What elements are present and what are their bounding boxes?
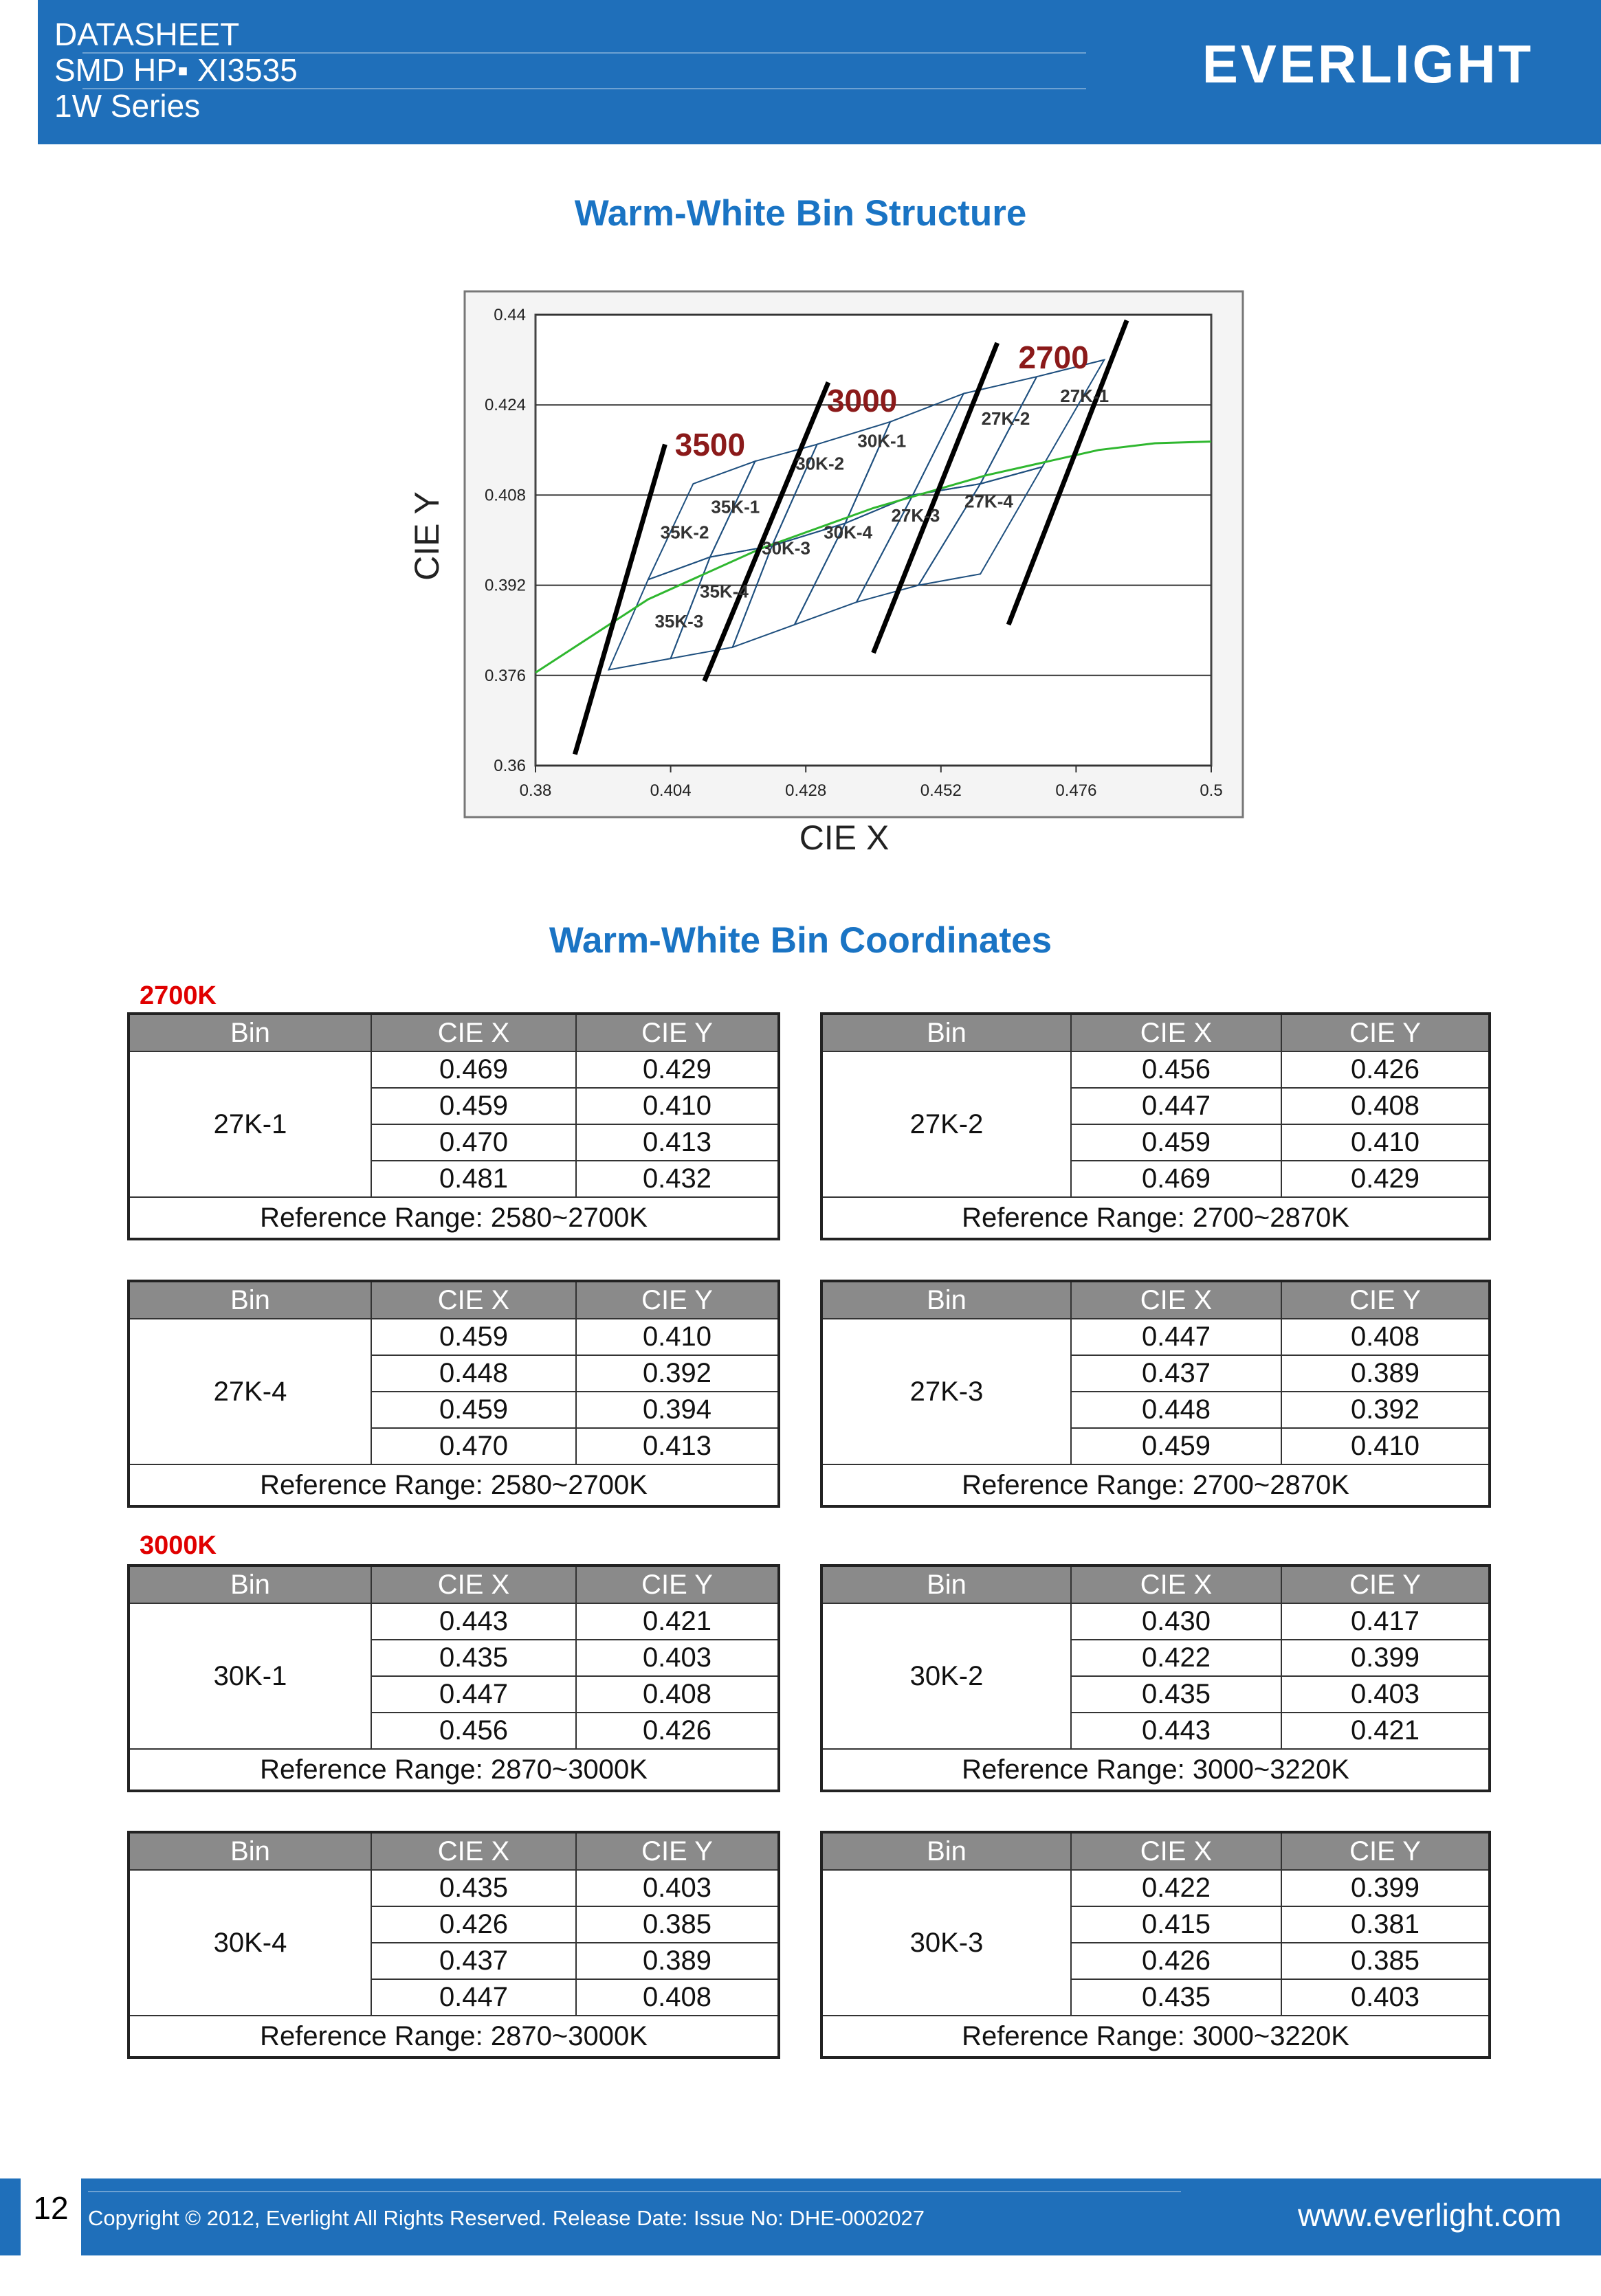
bin-table-27k-1 — [127, 1012, 780, 1240]
cie-y-cell: 0.410 — [1281, 1124, 1490, 1161]
section-label-3000k: 3000K — [140, 1531, 217, 1560]
cie-x-cell: 0.459 — [371, 1088, 576, 1124]
reference-range-cell: Reference Range: 3000~3220K — [821, 1749, 1490, 1791]
bin-label: 27K-1 — [1060, 386, 1109, 407]
table-header-cell: Bin — [821, 1014, 1071, 1051]
cie-y-cell: 0.394 — [576, 1392, 779, 1428]
footer-rule — [88, 2191, 1181, 2192]
y-tick-label: 0.392 — [484, 576, 526, 595]
cie-y-cell: 0.403 — [1281, 1676, 1490, 1713]
x-tick-label: 0.476 — [1055, 781, 1097, 800]
cie-x-cell: 0.435 — [371, 1870, 576, 1906]
cct-label: 3500 — [674, 427, 746, 462]
table-header-cell: Bin — [129, 1281, 371, 1319]
table-header-cell: CIE Y — [576, 1014, 779, 1051]
y-tick-label: 0.424 — [484, 396, 526, 415]
cct-label: 3000 — [826, 383, 898, 419]
cie-x-cell: 0.430 — [1071, 1603, 1281, 1640]
bin-table-30k-3 — [820, 1831, 1491, 2059]
copyright-text: Copyright © 2012, Everlight All Rights Reserved. Release Date: Issue No: DHE-0002027 — [88, 2206, 925, 2230]
bin-table-27k-3 — [820, 1280, 1491, 1508]
cie-x-cell: 0.459 — [371, 1319, 576, 1355]
product-series: 1W Series — [54, 88, 201, 124]
cie-x-cell: 0.481 — [371, 1161, 576, 1197]
y-axis-label: CIE Y — [408, 491, 446, 581]
table-row — [821, 1051, 1490, 1088]
cie-y-cell: 0.392 — [576, 1355, 779, 1392]
bin-label: 35K-3 — [654, 611, 704, 632]
reference-range-cell: Reference Range: 2870~3000K — [129, 1749, 779, 1791]
bin-label: 30K-2 — [795, 453, 845, 474]
cie-x-cell: 0.469 — [1071, 1161, 1281, 1197]
cie-y-cell: 0.413 — [576, 1428, 779, 1464]
cie-y-cell: 0.399 — [1281, 1640, 1490, 1676]
table-header-cell: Bin — [129, 1832, 371, 1870]
x-axis-label: CIE X — [799, 818, 890, 857]
coordinates-title: Warm-White Bin Coordinates — [549, 920, 1052, 961]
cie-x-cell: 0.448 — [371, 1355, 576, 1392]
bin-table-30k-4 — [127, 1831, 780, 2059]
cie-x-cell: 0.437 — [371, 1943, 576, 1979]
bin-name-cell: 30K-2 — [821, 1603, 1071, 1749]
y-tick-label: 0.408 — [484, 486, 526, 505]
table-header-row — [821, 1014, 1490, 1051]
table-header-cell: CIE X — [371, 1281, 576, 1319]
bin-name-cell: 27K-3 — [821, 1319, 1071, 1464]
cie-y-cell: 0.413 — [576, 1124, 779, 1161]
cie-y-cell: 0.381 — [1281, 1906, 1490, 1943]
reference-row — [821, 1464, 1490, 1506]
cie-x-cell: 0.426 — [1071, 1943, 1281, 1979]
cie-y-cell: 0.389 — [1281, 1355, 1490, 1392]
cie-x-cell: 0.459 — [1071, 1428, 1281, 1464]
bin-label: 30K-1 — [857, 430, 907, 452]
reference-range-cell: Reference Range: 2870~3000K — [129, 2016, 779, 2058]
cie-x-cell: 0.435 — [371, 1640, 576, 1676]
bin-label: 27K-4 — [964, 491, 1013, 512]
cie-y-cell: 0.421 — [576, 1603, 779, 1640]
reference-row — [821, 1749, 1490, 1791]
page-number: 12 — [33, 2190, 69, 2226]
table-header-cell: CIE Y — [576, 1281, 779, 1319]
bin-name-cell: 27K-1 — [129, 1051, 371, 1197]
cie-x-cell: 0.435 — [1071, 1676, 1281, 1713]
table-row — [821, 1870, 1490, 1906]
table-header-cell: CIE X — [371, 1565, 576, 1603]
reference-range-cell: Reference Range: 2700~2870K — [821, 1197, 1490, 1239]
table-header-cell: CIE X — [1071, 1832, 1281, 1870]
cie-x-cell: 0.443 — [1071, 1713, 1281, 1749]
cie-x-cell: 0.469 — [371, 1051, 576, 1088]
cie-y-cell: 0.385 — [1281, 1943, 1490, 1979]
table-row — [129, 1051, 779, 1088]
page-footer — [0, 2178, 1601, 2255]
table-header-row — [129, 1281, 779, 1319]
table-row — [129, 1319, 779, 1355]
table-header-cell: CIE Y — [1281, 1281, 1490, 1319]
x-tick-label: 0.452 — [920, 781, 962, 800]
reference-row — [129, 1749, 779, 1791]
bin-name-cell: 30K-1 — [129, 1603, 371, 1749]
reference-row — [129, 2016, 779, 2058]
cie-y-cell: 0.408 — [1281, 1088, 1490, 1124]
website-link[interactable]: www.everlight.com — [1298, 2197, 1562, 2233]
table-header-cell: Bin — [129, 1565, 371, 1603]
x-tick-label: 0.404 — [650, 781, 692, 800]
structure-title: Warm-White Bin Structure — [574, 193, 1027, 234]
table-row — [821, 1319, 1490, 1355]
section-label-2700k: 2700K — [140, 981, 217, 1010]
cie-x-cell: 0.435 — [1071, 1979, 1281, 2016]
reference-range-cell: Reference Range: 2580~2700K — [129, 1197, 779, 1239]
table-header-cell: CIE X — [371, 1832, 576, 1870]
cie-x-cell: 0.447 — [371, 1979, 576, 2016]
reference-range-cell: Reference Range: 2580~2700K — [129, 1464, 779, 1506]
reference-row — [821, 2016, 1490, 2058]
bin-label: 30K-4 — [824, 522, 873, 543]
cie-x-cell: 0.448 — [1071, 1392, 1281, 1428]
table-header-row — [821, 1565, 1490, 1603]
x-tick-label: 0.38 — [519, 781, 552, 800]
cie-x-cell: 0.422 — [1071, 1640, 1281, 1676]
cie-y-cell: 0.410 — [576, 1319, 779, 1355]
table-header-cell: CIE X — [1071, 1565, 1281, 1603]
table-row — [129, 1603, 779, 1640]
table-header-cell: CIE Y — [1281, 1832, 1490, 1870]
cie-y-cell: 0.432 — [576, 1161, 779, 1197]
cct-label: 2700 — [1018, 339, 1089, 375]
cie-x-cell: 0.415 — [1071, 1906, 1281, 1943]
bin-label: 30K-3 — [762, 537, 810, 559]
table-header-row — [129, 1014, 779, 1051]
cie-y-cell: 0.403 — [576, 1870, 779, 1906]
cie-y-cell: 0.410 — [576, 1088, 779, 1124]
cie-y-cell: 0.417 — [1281, 1603, 1490, 1640]
bin-table-27k-2 — [820, 1012, 1491, 1240]
bin-name-cell: 30K-3 — [821, 1870, 1071, 2016]
table-header-cell: Bin — [821, 1281, 1071, 1319]
reference-range-cell: Reference Range: 2700~2870K — [821, 1464, 1490, 1506]
table-header-cell: CIE Y — [576, 1832, 779, 1870]
cie-y-cell: 0.403 — [1281, 1979, 1490, 2016]
cie-x-cell: 0.459 — [371, 1392, 576, 1428]
x-tick-label: 0.428 — [785, 781, 827, 800]
cie-x-cell: 0.459 — [1071, 1124, 1281, 1161]
table-row — [821, 1603, 1490, 1640]
bin-name-cell: 27K-4 — [129, 1319, 371, 1464]
bin-label: 35K-1 — [711, 496, 760, 517]
table-header-cell: CIE Y — [576, 1565, 779, 1603]
bin-table-30k-2 — [820, 1564, 1491, 1792]
cie-x-cell: 0.437 — [1071, 1355, 1281, 1392]
table-header-cell: CIE Y — [1281, 1014, 1490, 1051]
table-header-cell: Bin — [129, 1014, 371, 1051]
table-header-cell: CIE X — [371, 1014, 576, 1051]
cie-y-cell: 0.389 — [576, 1943, 779, 1979]
table-header-row — [821, 1281, 1490, 1319]
cie-x-cell: 0.447 — [371, 1676, 576, 1713]
table-header-cell: CIE Y — [1281, 1565, 1490, 1603]
cie-x-cell: 0.470 — [371, 1124, 576, 1161]
y-tick-label: 0.44 — [494, 306, 526, 324]
cie-x-cell: 0.447 — [1071, 1319, 1281, 1355]
cie-x-cell: 0.443 — [371, 1603, 576, 1640]
table-row — [129, 1870, 779, 1906]
cie-x-cell: 0.456 — [371, 1713, 576, 1749]
reference-range-cell: Reference Range: 3000~3220K — [821, 2016, 1490, 2058]
cie-y-cell: 0.408 — [576, 1676, 779, 1713]
cie-x-cell: 0.456 — [1071, 1051, 1281, 1088]
table-header-cell: Bin — [821, 1565, 1071, 1603]
cie-y-cell: 0.410 — [1281, 1428, 1490, 1464]
cie-y-cell: 0.399 — [1281, 1870, 1490, 1906]
table-header-row — [129, 1565, 779, 1603]
cie-y-cell: 0.385 — [576, 1906, 779, 1943]
cie-y-cell: 0.426 — [576, 1713, 779, 1749]
cie-y-cell: 0.429 — [1281, 1161, 1490, 1197]
cie-y-cell: 0.408 — [1281, 1319, 1490, 1355]
cie-y-cell: 0.403 — [576, 1640, 779, 1676]
cie-x-cell: 0.470 — [371, 1428, 576, 1464]
bin-label: 35K-2 — [660, 522, 709, 543]
product-name: SMD HP▪ XI3535 — [54, 52, 298, 88]
table-header-cell: Bin — [821, 1832, 1071, 1870]
table-header-cell: CIE X — [1071, 1014, 1281, 1051]
table-header-cell: CIE X — [1071, 1281, 1281, 1319]
logo-text: EVERLIGHT — [1202, 36, 1534, 92]
bin-label: 35K-4 — [700, 581, 749, 602]
cie-y-cell: 0.426 — [1281, 1051, 1490, 1088]
table-header-row — [821, 1832, 1490, 1870]
table-header-row — [129, 1832, 779, 1870]
bin-label: 27K-3 — [891, 504, 940, 526]
cie-y-cell: 0.408 — [576, 1979, 779, 2016]
bin-table-27k-4 — [127, 1280, 780, 1508]
cie-x-cell: 0.422 — [1071, 1870, 1281, 1906]
cie-y-cell: 0.429 — [576, 1051, 779, 1088]
bin-table-30k-1 — [127, 1564, 780, 1792]
x-tick-label: 0.5 — [1200, 781, 1223, 800]
reference-row — [129, 1197, 779, 1239]
cie-y-cell: 0.421 — [1281, 1713, 1490, 1749]
bin-name-cell: 30K-4 — [129, 1870, 371, 2016]
cie-y-cell: 0.392 — [1281, 1392, 1490, 1428]
reference-row — [821, 1197, 1490, 1239]
cie-x-cell: 0.447 — [1071, 1088, 1281, 1124]
bin-label: 27K-2 — [981, 408, 1030, 429]
reference-row — [129, 1464, 779, 1506]
doc-type: DATASHEET — [54, 16, 240, 52]
y-tick-label: 0.376 — [484, 666, 526, 685]
bin-structure-chart — [0, 0, 1601, 880]
y-tick-label: 0.36 — [494, 757, 526, 775]
cie-x-cell: 0.426 — [371, 1906, 576, 1943]
bin-name-cell: 27K-2 — [821, 1051, 1071, 1197]
